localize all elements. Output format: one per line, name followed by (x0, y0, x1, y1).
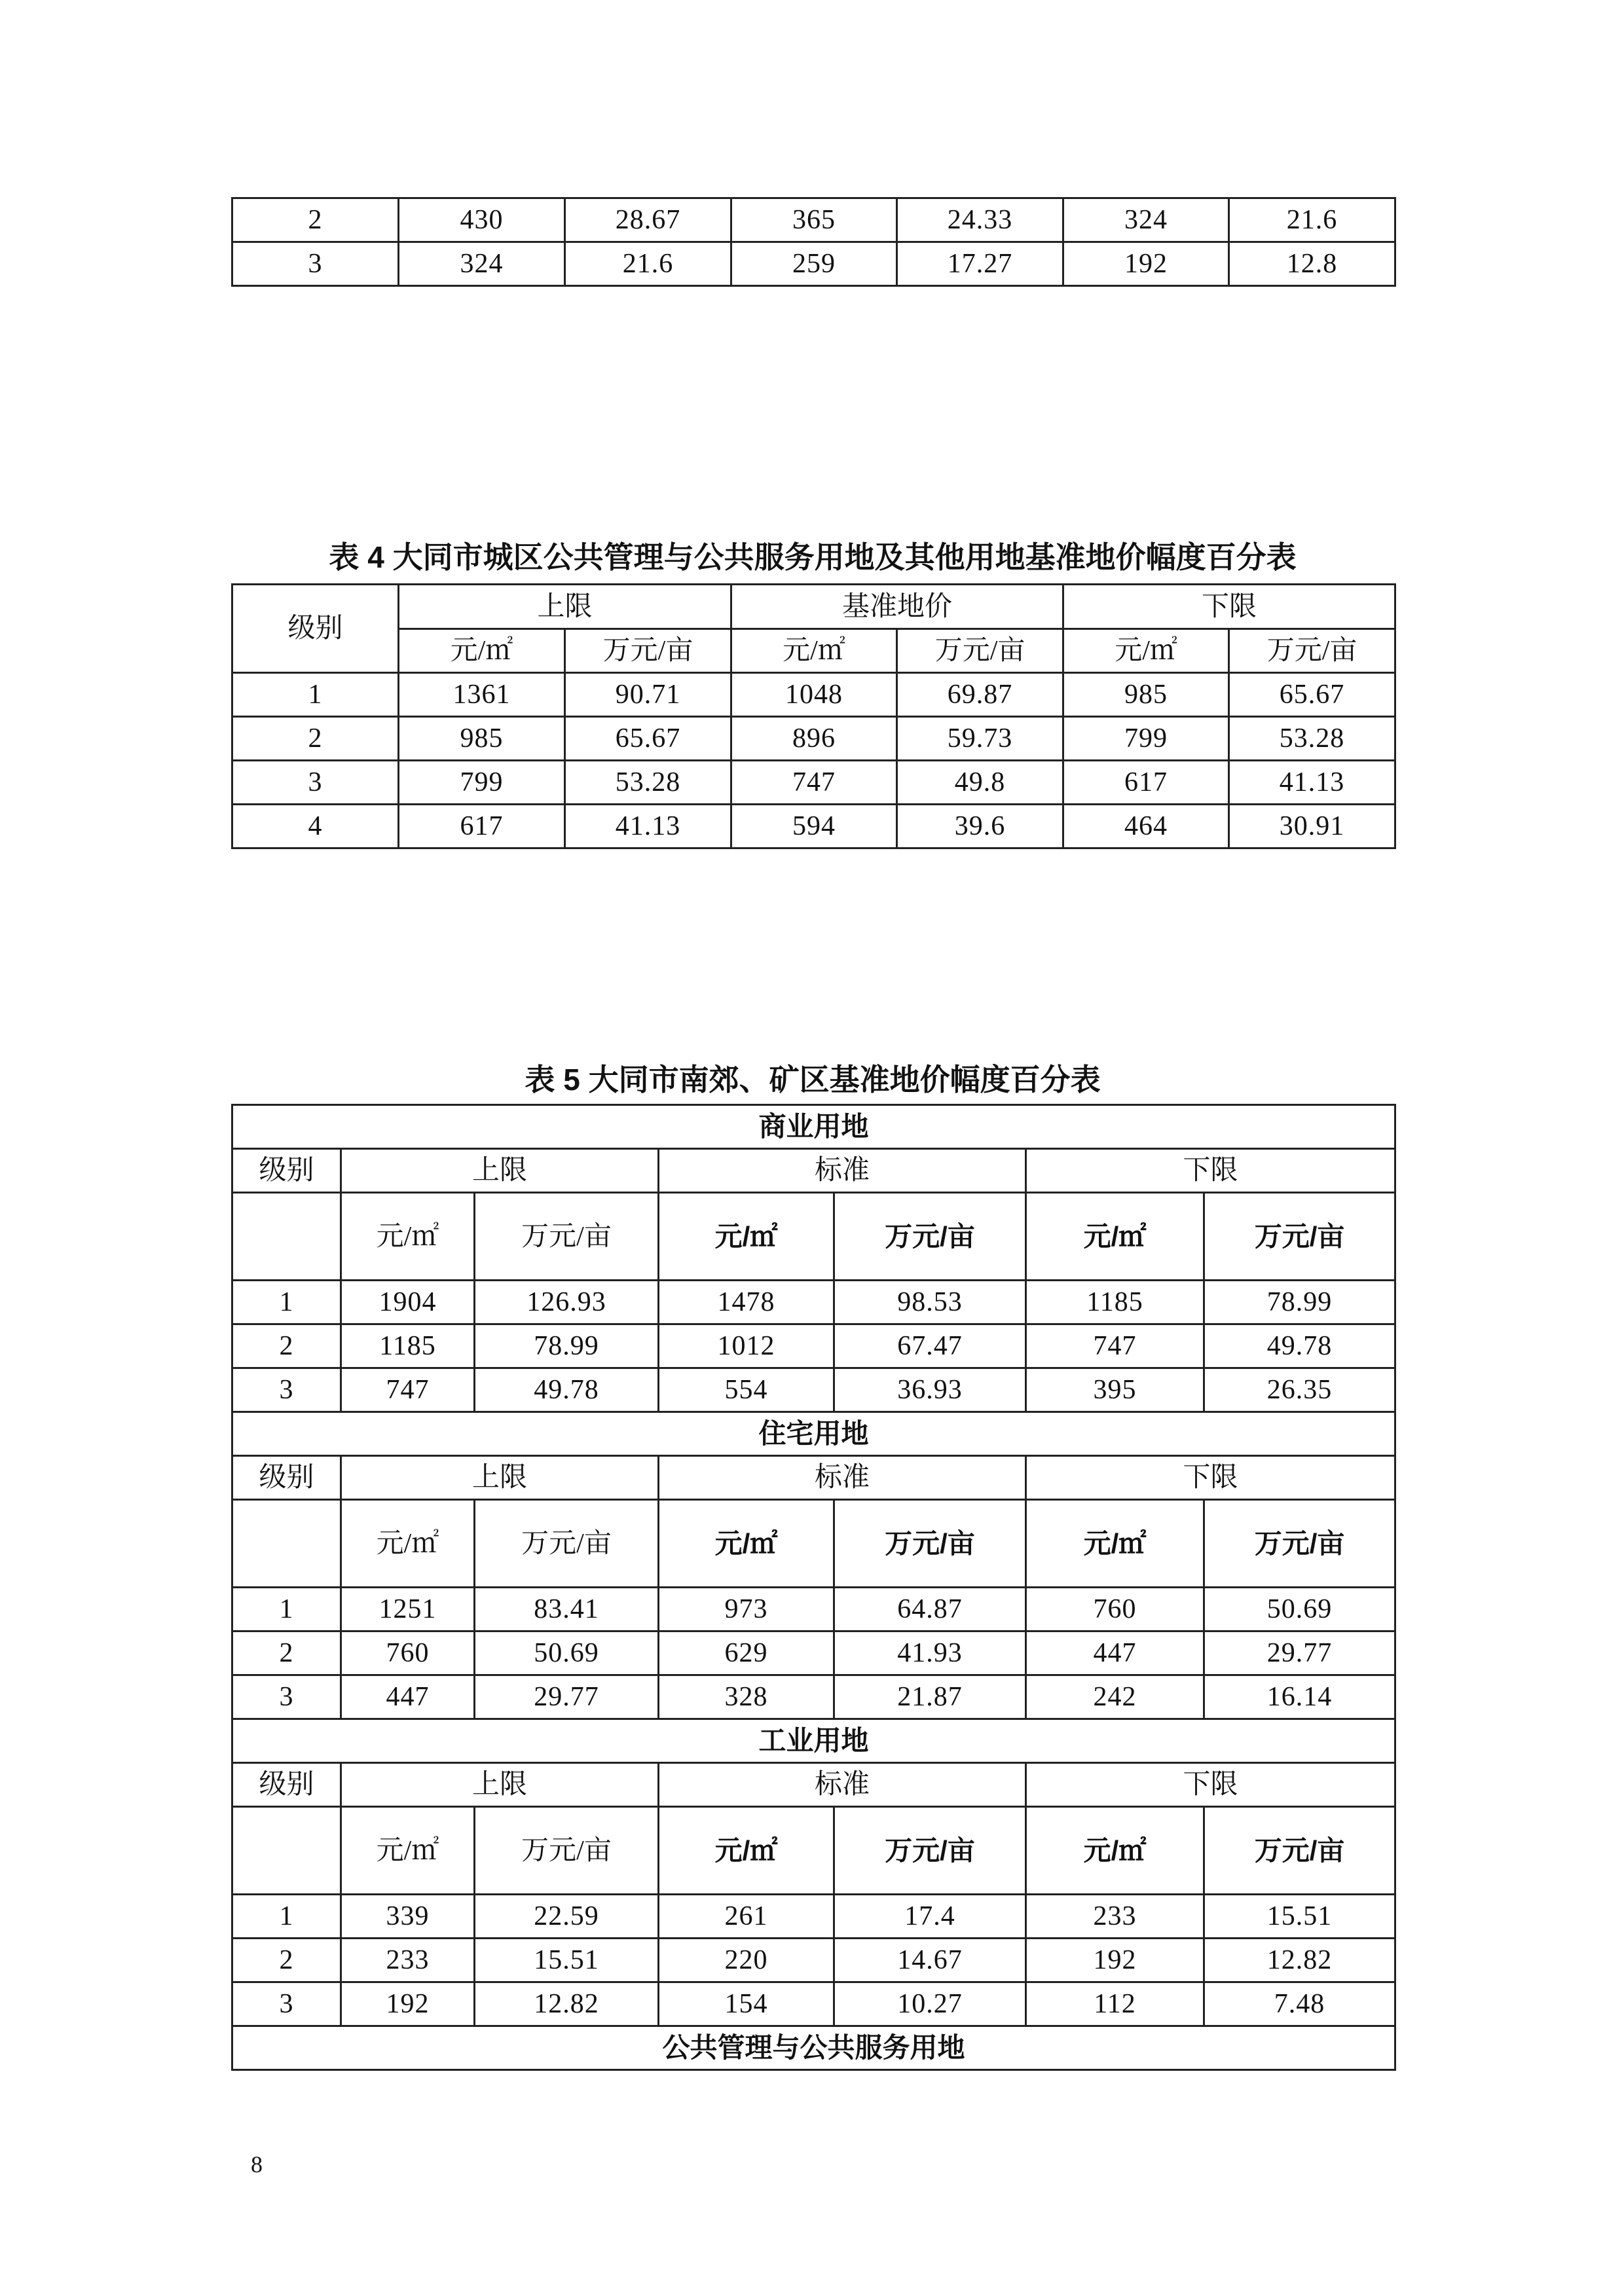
unit-header: 万元/亩 (475, 1807, 659, 1895)
grade-cell: 4 (232, 805, 399, 848)
group-header-standard: 标准 (659, 1763, 1026, 1807)
value-cell: 30.91 (1229, 805, 1395, 848)
unit-header: 元/㎡ (659, 1193, 834, 1281)
table-row (232, 1588, 1395, 1631)
unit-header: 万元/亩 (565, 629, 731, 673)
group-header-row (232, 1456, 1395, 1500)
table-row (232, 673, 1395, 717)
value-cell: 430 (399, 198, 565, 242)
value-cell: 49.78 (1204, 1324, 1395, 1368)
table-row (232, 1675, 1395, 1719)
table-row (232, 1982, 1395, 2026)
section-title-row (232, 1105, 1395, 1149)
value-cell: 365 (731, 198, 897, 242)
value-cell: 50.69 (1204, 1588, 1395, 1631)
value-cell: 259 (731, 242, 897, 286)
unit-header: 万元/亩 (834, 1193, 1026, 1281)
unit-header-row (232, 1807, 1395, 1895)
value-cell: 324 (399, 242, 565, 286)
unit-header: 元/㎡ (659, 1807, 834, 1895)
unit-header: 元/㎡ (1026, 1500, 1204, 1588)
value-cell: 747 (1026, 1324, 1204, 1368)
value-cell: 67.47 (834, 1324, 1026, 1368)
table-5 (231, 1104, 1396, 2071)
value-cell: 126.93 (475, 1281, 659, 1324)
group-header-lower: 下限 (1063, 585, 1395, 629)
group-header-lower: 下限 (1026, 1763, 1395, 1807)
grade-header: 级别 (232, 1456, 341, 1500)
value-cell: 799 (399, 761, 565, 805)
value-cell: 1185 (341, 1324, 475, 1368)
value-cell: 39.6 (897, 805, 1063, 848)
grade-header: 级别 (232, 1763, 341, 1807)
value-cell: 15.51 (1204, 1895, 1395, 1939)
value-cell: 15.51 (475, 1939, 659, 1982)
value-cell: 395 (1026, 1368, 1204, 1412)
unit-header-row (232, 1500, 1395, 1588)
unit-header: 万元/亩 (1204, 1193, 1395, 1281)
unit-header: 万元/亩 (1204, 1500, 1395, 1588)
value-cell: 617 (1063, 761, 1229, 805)
value-cell: 41.93 (834, 1631, 1026, 1675)
section-title-row (232, 1719, 1395, 1763)
value-cell: 49.78 (475, 1368, 659, 1412)
group-header-upper: 上限 (341, 1763, 659, 1807)
value-cell: 28.67 (565, 198, 731, 242)
grade-cell: 1 (232, 1895, 341, 1939)
grade-cell: 1 (232, 1588, 341, 1631)
value-cell: 464 (1063, 805, 1229, 848)
group-header-standard: 标准 (659, 1149, 1026, 1193)
table-row (232, 1281, 1395, 1324)
group-header-lower: 下限 (1026, 1149, 1395, 1193)
unit-header: 元/㎡ (1026, 1807, 1204, 1895)
value-cell: 1048 (731, 673, 897, 717)
section-title-row (232, 1412, 1395, 1456)
value-cell: 16.14 (1204, 1675, 1395, 1719)
unit-header: 元/㎡ (1026, 1193, 1204, 1281)
section-title: 工业用地 (232, 1719, 1395, 1763)
grade-cell: 1 (232, 673, 399, 717)
value-cell: 447 (341, 1675, 475, 1719)
value-cell: 49.8 (897, 761, 1063, 805)
group-header-row (232, 1149, 1395, 1193)
value-cell: 594 (731, 805, 897, 848)
section-title-row (232, 2026, 1395, 2070)
section-title: 商业用地 (232, 1105, 1395, 1149)
unit-header: 元/㎡ (1063, 629, 1229, 673)
value-cell: 447 (1026, 1631, 1204, 1675)
value-cell: 233 (1026, 1895, 1204, 1939)
value-cell: 1904 (341, 1281, 475, 1324)
table-5-caption: 表 5 大同市南郊、矿区基准地价幅度百分表 (525, 1063, 1101, 1097)
unit-header: 万元/亩 (834, 1807, 1026, 1895)
value-cell: 629 (659, 1631, 834, 1675)
value-cell: 7.48 (1204, 1982, 1395, 2026)
group-header-upper: 上限 (399, 585, 731, 629)
value-cell: 69.87 (897, 673, 1063, 717)
value-cell: 324 (1063, 198, 1229, 242)
value-cell: 192 (341, 1982, 475, 2026)
value-cell: 747 (731, 761, 897, 805)
value-cell: 154 (659, 1982, 834, 2026)
value-cell: 220 (659, 1939, 834, 1982)
unit-header: 万元/亩 (834, 1500, 1026, 1588)
value-cell: 98.53 (834, 1281, 1026, 1324)
value-cell: 53.28 (1229, 717, 1395, 761)
empty-cell (232, 1807, 341, 1895)
grade-cell: 2 (232, 1939, 341, 1982)
unit-header: 万元/亩 (475, 1500, 659, 1588)
unit-header: 元/㎡ (659, 1500, 834, 1588)
grade-cell: 3 (232, 242, 399, 286)
unit-header: 万元/亩 (897, 629, 1063, 673)
unit-header: 万元/亩 (1204, 1807, 1395, 1895)
value-cell: 12.8 (1229, 242, 1395, 286)
value-cell: 59.73 (897, 717, 1063, 761)
table-row (232, 1631, 1395, 1675)
table-4 (231, 583, 1396, 849)
value-cell: 65.67 (1229, 673, 1395, 717)
value-cell: 985 (399, 717, 565, 761)
group-header-upper: 上限 (341, 1456, 659, 1500)
value-cell: 12.82 (1204, 1939, 1395, 1982)
table-row (232, 717, 1395, 761)
value-cell: 12.82 (475, 1982, 659, 2026)
unit-header: 万元/亩 (475, 1193, 659, 1281)
grade-cell: 3 (232, 761, 399, 805)
value-cell: 24.33 (897, 198, 1063, 242)
value-cell: 29.77 (475, 1675, 659, 1719)
value-cell: 78.99 (1204, 1281, 1395, 1324)
value-cell: 112 (1026, 1982, 1204, 2026)
unit-header: 元/㎡ (731, 629, 897, 673)
value-cell: 760 (1026, 1588, 1204, 1631)
empty-cell (232, 1193, 341, 1281)
value-cell: 41.13 (565, 805, 731, 848)
grade-cell: 2 (232, 1631, 341, 1675)
unit-header: 元/㎡ (399, 629, 565, 673)
value-cell: 17.27 (897, 242, 1063, 286)
unit-header: 元/㎡ (341, 1500, 475, 1588)
value-cell: 896 (731, 717, 897, 761)
grade-header: 级别 (232, 585, 399, 673)
grade-cell: 2 (232, 1324, 341, 1368)
value-cell: 21.87 (834, 1675, 1026, 1719)
grade-cell: 3 (232, 1675, 341, 1719)
value-cell: 21.6 (565, 242, 731, 286)
grade-cell: 3 (232, 1368, 341, 1412)
value-cell: 192 (1026, 1939, 1204, 1982)
value-cell: 83.41 (475, 1588, 659, 1631)
value-cell: 22.59 (475, 1895, 659, 1939)
grade-header: 级别 (232, 1149, 341, 1193)
value-cell: 339 (341, 1895, 475, 1939)
table-row (232, 1368, 1395, 1412)
value-cell: 985 (1063, 673, 1229, 717)
value-cell: 747 (341, 1368, 475, 1412)
grade-cell: 1 (232, 1281, 341, 1324)
value-cell: 41.13 (1229, 761, 1395, 805)
value-cell: 90.71 (565, 673, 731, 717)
grade-cell: 2 (232, 717, 399, 761)
group-header-row (232, 1763, 1395, 1807)
value-cell: 233 (341, 1939, 475, 1982)
value-cell: 36.93 (834, 1368, 1026, 1412)
group-header-benchmark: 基准地价 (731, 585, 1063, 629)
table-row (232, 805, 1395, 848)
value-cell: 78.99 (475, 1324, 659, 1368)
table-row (232, 1939, 1395, 1982)
value-cell: 1012 (659, 1324, 834, 1368)
unit-header-row (232, 1193, 1395, 1281)
section-title: 公共管理与公共服务用地 (232, 2026, 1395, 2070)
value-cell: 617 (399, 805, 565, 848)
value-cell: 261 (659, 1895, 834, 1939)
grade-cell: 2 (232, 198, 399, 242)
unit-header: 元/㎡ (341, 1193, 475, 1281)
section-title: 住宅用地 (232, 1412, 1395, 1456)
value-cell: 50.69 (475, 1631, 659, 1675)
value-cell: 242 (1026, 1675, 1204, 1719)
value-cell: 29.77 (1204, 1631, 1395, 1675)
grade-cell: 3 (232, 1982, 341, 2026)
value-cell: 1361 (399, 673, 565, 717)
value-cell: 760 (341, 1631, 475, 1675)
group-header-upper: 上限 (341, 1149, 659, 1193)
value-cell: 554 (659, 1368, 834, 1412)
value-cell: 65.67 (565, 717, 731, 761)
value-cell: 64.87 (834, 1588, 1026, 1631)
value-cell: 799 (1063, 717, 1229, 761)
value-cell: 1251 (341, 1588, 475, 1631)
empty-cell (232, 1500, 341, 1588)
group-header-standard: 标准 (659, 1456, 1026, 1500)
unit-header: 万元/亩 (1229, 629, 1395, 673)
table-row (232, 761, 1395, 805)
value-cell: 26.35 (1204, 1368, 1395, 1412)
group-header-lower: 下限 (1026, 1456, 1395, 1500)
table-row (232, 198, 1395, 242)
unit-header: 元/㎡ (341, 1807, 475, 1895)
value-cell: 10.27 (834, 1982, 1026, 2026)
table-row (232, 242, 1395, 286)
table-row (232, 1895, 1395, 1939)
value-cell: 1185 (1026, 1281, 1204, 1324)
table-row (232, 1324, 1395, 1368)
value-cell: 973 (659, 1588, 834, 1631)
value-cell: 1478 (659, 1281, 834, 1324)
value-cell: 17.4 (834, 1895, 1026, 1939)
value-cell: 14.67 (834, 1939, 1026, 1982)
table-3-continued (231, 197, 1396, 287)
value-cell: 192 (1063, 242, 1229, 286)
value-cell: 53.28 (565, 761, 731, 805)
page-number: 8 (251, 2151, 263, 2178)
value-cell: 328 (659, 1675, 834, 1719)
table-4-caption: 表 4 大同市城区公共管理与公共服务用地及其他用地基准地价幅度百分表 (329, 540, 1297, 574)
value-cell: 21.6 (1229, 198, 1395, 242)
